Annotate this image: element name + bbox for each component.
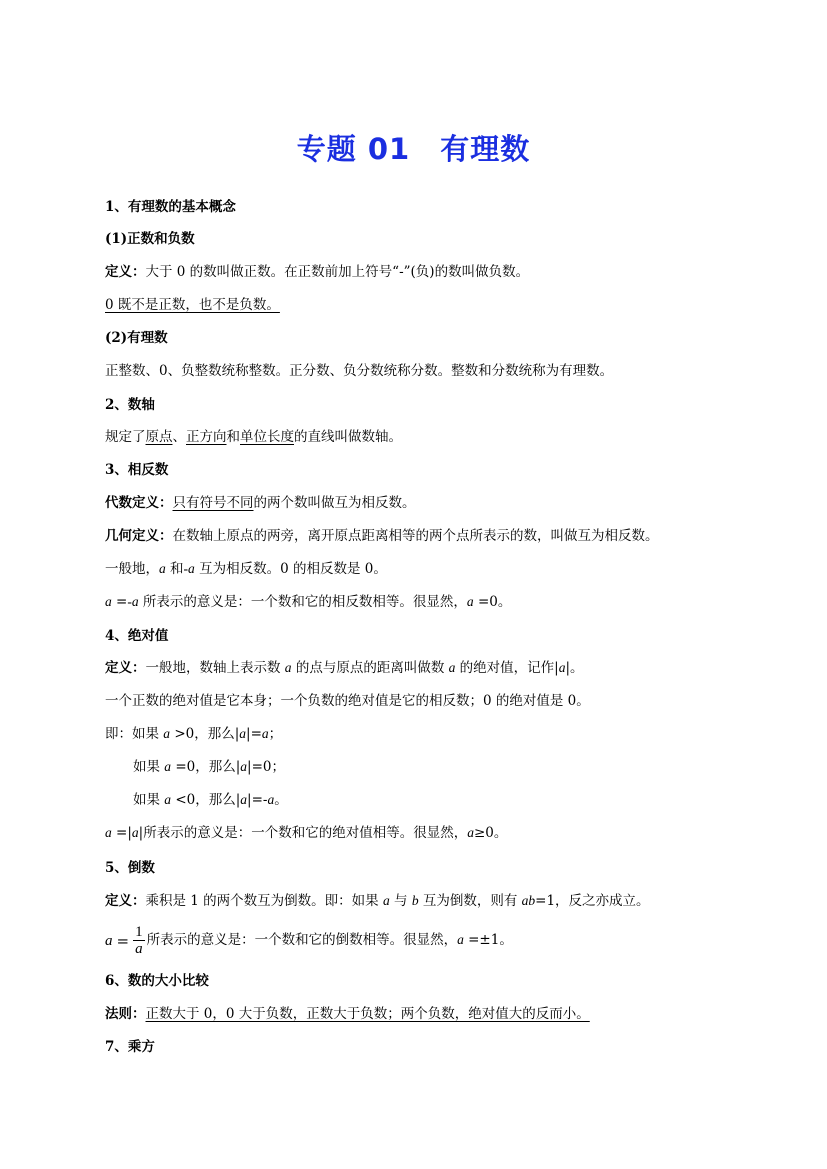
label: 代数定义： bbox=[105, 495, 173, 511]
text: 在数轴上原点的两旁，离开原点距离相等的两个点所表示的数，叫做互为相反数。 bbox=[172, 528, 659, 544]
underlined-term: 单位长度 bbox=[240, 429, 294, 445]
text: =0，那么| bbox=[171, 759, 241, 775]
fraction-numerator: 1 bbox=[135, 924, 143, 940]
paragraph bbox=[105, 659, 584, 677]
paragraph bbox=[105, 920, 513, 961]
fraction-formula bbox=[105, 921, 145, 961]
math-var: a bbox=[284, 660, 292, 675]
fraction-denominator: a bbox=[135, 941, 143, 957]
label: 几何定义： bbox=[105, 528, 173, 544]
paragraph: 一个正数的绝对值是它本身；一个负数的绝对值是它的相反数；0 的绝对值是 0。 bbox=[105, 693, 590, 709]
paragraph bbox=[105, 1005, 590, 1023]
text: 与 bbox=[389, 893, 412, 909]
section-heading: 4、绝对值 bbox=[105, 628, 169, 644]
paragraph bbox=[105, 263, 529, 281]
subsection-heading: (2)有理数 bbox=[105, 330, 168, 346]
underlined-term: 正数大于 0，0 大于负数，正数大于负数；两个负数，绝对值大的反而小。 bbox=[145, 1006, 590, 1022]
text: 的直线叫做数轴。 bbox=[294, 429, 402, 445]
math-var: -a bbox=[183, 561, 195, 576]
text: |=- bbox=[247, 792, 268, 808]
math-var: a bbox=[240, 759, 248, 774]
math-var: a bbox=[105, 594, 112, 609]
text: 大于 0 的数叫做正数。在正数前加上符号“-”(负)的数叫做负数。 bbox=[145, 264, 530, 280]
equals-sign: = bbox=[116, 931, 130, 950]
label: 定义： bbox=[105, 264, 146, 280]
subsection-heading: (1)正数和负数 bbox=[105, 231, 195, 247]
paragraph bbox=[133, 758, 285, 776]
math-var: a bbox=[558, 660, 566, 675]
math-var: a bbox=[261, 726, 269, 741]
math-var: a bbox=[164, 759, 172, 774]
text: 的绝对值，记作| bbox=[455, 660, 559, 676]
math-var: ab bbox=[521, 893, 536, 908]
math-var: a bbox=[164, 792, 172, 807]
paragraph: 正整数、0、负整数统称整数。正分数、负分数统称分数。整数和分数统称为有理数。 bbox=[105, 363, 614, 379]
section-heading: 1、有理数的基本概念 bbox=[105, 199, 236, 215]
text: =| bbox=[111, 825, 132, 841]
paragraph bbox=[133, 791, 288, 809]
page-title bbox=[0, 127, 827, 168]
text: = bbox=[111, 594, 128, 610]
section-heading: 7、乘方 bbox=[105, 1039, 155, 1055]
text: 一般地，数轴上表示数 bbox=[145, 660, 285, 676]
text: |所表示的意义是：一个数和它的绝对值相等。很显然， bbox=[138, 825, 468, 841]
text: ≥0。 bbox=[473, 825, 508, 841]
section-heading: 3、相反数 bbox=[105, 462, 169, 478]
math-var: a bbox=[466, 594, 474, 609]
text: 如果 bbox=[133, 759, 165, 775]
paragraph: 0 既不是正数，也不是负数。 bbox=[105, 297, 280, 313]
label: 法则： bbox=[105, 1006, 146, 1022]
underlined-term: 只有符号不同 bbox=[172, 495, 254, 511]
paragraph bbox=[105, 725, 282, 743]
text: >0，那么| bbox=[170, 726, 240, 742]
math-var: a bbox=[131, 825, 139, 840]
math-var: a bbox=[240, 792, 248, 807]
text: |= bbox=[246, 726, 262, 742]
paragraph bbox=[105, 560, 387, 578]
text: 所表示的意义是：一个数和它的倒数相等。很显然， bbox=[146, 932, 458, 948]
paragraph bbox=[105, 527, 659, 545]
text: 乘积是 1 的两个数互为倒数。即：如果 bbox=[145, 893, 383, 909]
underlined-term: 正方向 bbox=[186, 429, 227, 445]
math-var: a bbox=[105, 932, 113, 949]
label: 定义： bbox=[105, 893, 146, 909]
text: 。 bbox=[274, 792, 288, 808]
fraction bbox=[133, 924, 145, 957]
text: 的点与原点的距离叫做数 bbox=[291, 660, 449, 676]
title-main: 专题 01 bbox=[296, 132, 411, 166]
math-var: a bbox=[457, 932, 464, 947]
paragraph bbox=[105, 428, 402, 446]
text: 的两个数叫做互为相反数。 bbox=[253, 495, 416, 511]
math-var: a bbox=[239, 726, 247, 741]
paragraph bbox=[105, 892, 650, 910]
math-var: a bbox=[163, 726, 171, 741]
text: 和 bbox=[165, 561, 184, 577]
underlined-term: 原点 bbox=[145, 429, 173, 445]
text: 互为相反数。0 的相反数是 0。 bbox=[194, 561, 387, 577]
text: 所表示的意义是：一个数和它的相反数相等。很显然， bbox=[138, 594, 467, 610]
section-heading: 5、倒数 bbox=[105, 860, 155, 876]
math-var: a bbox=[382, 893, 390, 908]
text: 和 bbox=[226, 429, 240, 445]
text: |=0； bbox=[247, 759, 285, 775]
title-sub: 有理数 bbox=[440, 132, 531, 166]
paragraph bbox=[105, 824, 507, 842]
text: 即：如果 bbox=[105, 726, 164, 742]
text: =0。 bbox=[473, 594, 512, 610]
math-var: -a bbox=[127, 594, 139, 609]
math-var: b bbox=[411, 893, 419, 908]
paragraph bbox=[105, 593, 511, 611]
math-var: a bbox=[467, 825, 474, 840]
text: 一般地， bbox=[105, 561, 159, 577]
paragraph bbox=[105, 494, 416, 512]
text: 如果 bbox=[133, 792, 165, 808]
label: 定义： bbox=[105, 660, 146, 676]
section-heading: 6、数的大小比较 bbox=[105, 973, 209, 989]
text: <0，那么| bbox=[171, 792, 241, 808]
text: 规定了 bbox=[105, 429, 146, 445]
math-var: a bbox=[159, 561, 166, 576]
text: 、 bbox=[172, 429, 186, 445]
text: ； bbox=[268, 726, 283, 742]
text: 互为倒数，则有 bbox=[418, 893, 522, 909]
text: |。 bbox=[565, 660, 584, 676]
text: =1，反之亦成立。 bbox=[535, 893, 650, 909]
text: =±1。 bbox=[463, 932, 513, 948]
section-heading: 2、数轴 bbox=[105, 397, 155, 413]
math-var: a bbox=[105, 825, 112, 840]
math-var: a bbox=[448, 660, 456, 675]
math-var: a bbox=[267, 792, 275, 807]
